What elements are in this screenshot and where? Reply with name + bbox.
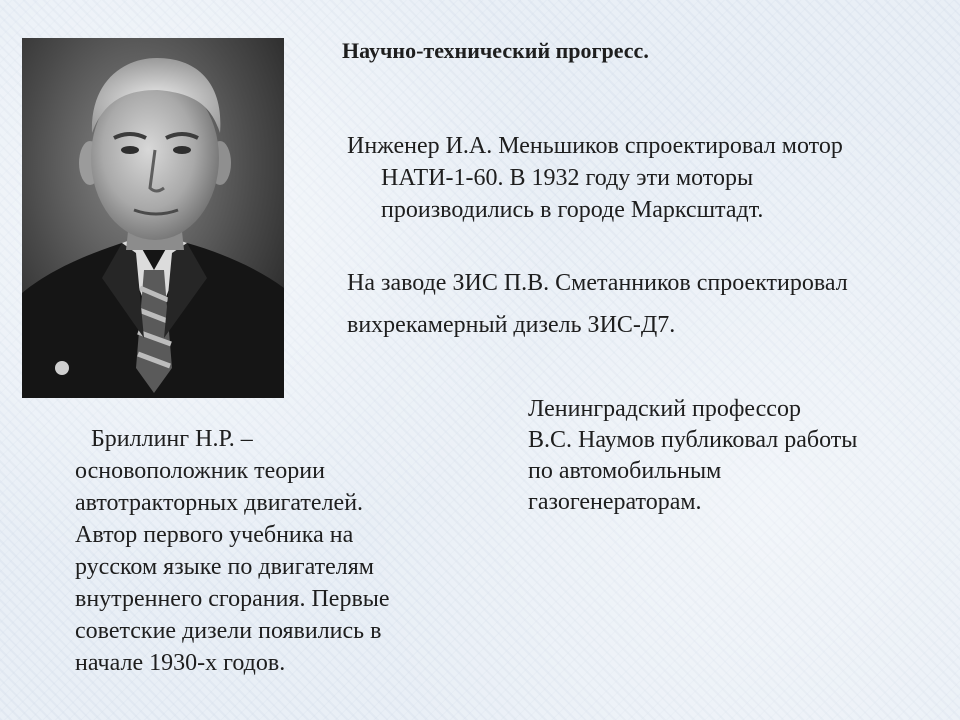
brilling-line-1: Бриллинг Н.Р. –: [91, 426, 253, 452]
smetannikov-paragraph: [347, 267, 848, 341]
naumov-line-3: по автомобильным: [528, 458, 722, 484]
naumov-paragraph: [528, 394, 857, 518]
naumov-line-2: В.С. Наумов публиковал работы: [528, 427, 858, 453]
portrait-photo-icon: [22, 38, 284, 398]
menshikov-line-1: Инженер И.А. Меньшиков спроектировал мотор: [347, 133, 843, 159]
brilling-line-3: автотракторных двигателей.: [75, 490, 364, 516]
portrait-photo: [22, 38, 284, 398]
menshikov-paragraph: [347, 130, 843, 226]
brilling-line-2: основоположник теории: [75, 458, 325, 484]
brilling-line-4: Автор первого учебника на: [75, 522, 354, 548]
smetannikov-line-1: На заводе ЗИС П.В. Сметанников спроектировал: [347, 270, 848, 296]
slide-title: Научно-технический прогресс.: [342, 38, 649, 63]
menshikov-line-3: производились в городе Марксштадт.: [381, 197, 764, 223]
naumov-line-1: Ленинградский профессор: [528, 396, 801, 422]
brilling-paragraph: [75, 423, 390, 679]
brilling-line-8: начале 1930-х годов.: [75, 650, 286, 676]
brilling-line-5: русском языке по двигателям: [75, 554, 374, 580]
naumov-line-4: газогенераторам.: [528, 489, 702, 515]
brilling-line-6: внутреннего сгорания. Первые: [75, 586, 390, 612]
smetannikov-line-2: вихрекамерный дизель ЗИС-Д7.: [347, 312, 676, 338]
menshikov-line-2: НАТИ-1-60. В 1932 году эти моторы: [381, 165, 754, 191]
brilling-line-7: советские дизели появились в: [75, 618, 382, 644]
